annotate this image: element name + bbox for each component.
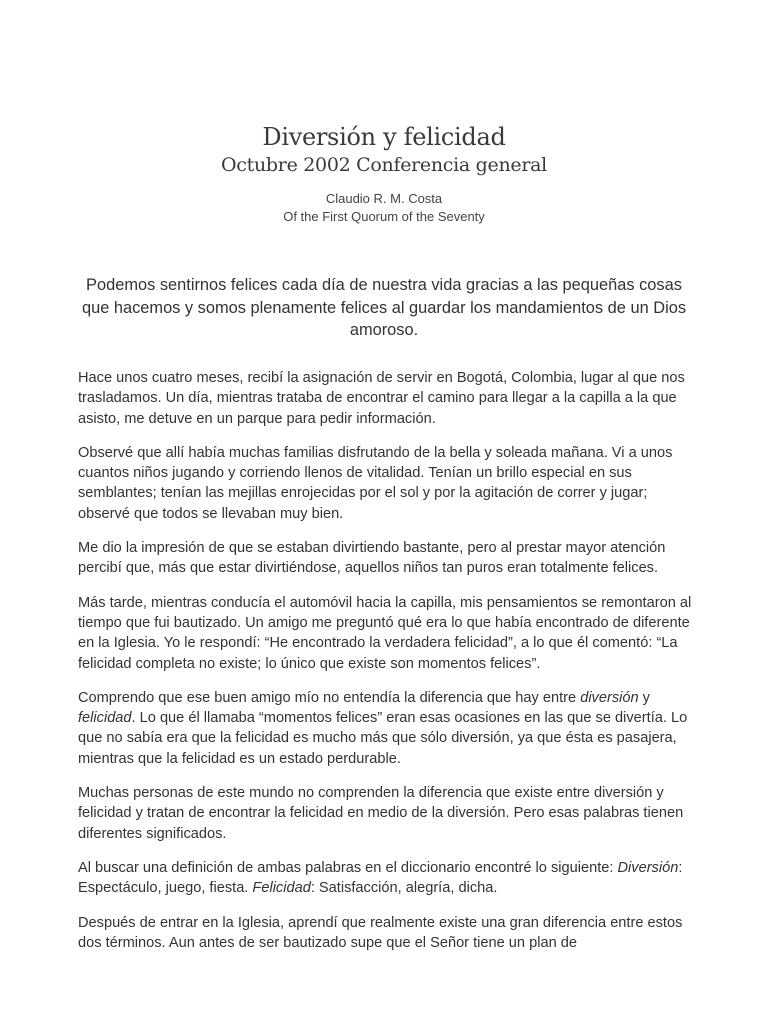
paragraph-5 — [78, 688, 692, 769]
paragraph-2: Observé que allí había muchas familias disfrutando de la bella y soleada mañana. Vi a unos cuantos niños jugando y corriendo llenos de vitalidad. Tenían un brillo especial en sus semblantes; tenían las mejillas enrojecidas por el sol y por la agitación de correr y jugar; observé que todos se llevaban muy bien. — [78, 444, 673, 522]
paragraph-7-text-a: Al buscar una definición de ambas palabras en el diccionario encontré lo siguiente: — [78, 859, 618, 876]
definition-diversion: : Espectáculo, juego, fiesta. — [78, 859, 683, 897]
paragraph-5-text-b: y — [638, 689, 650, 706]
kicker-summary: Podemos sentirnos felices cada día de nuestra vida gracias a las pequeñas cosas que hacemos y somos plenamente felices al guardar los mandamientos de un Dios amoroso. — [81, 276, 687, 339]
paragraph-1: Hace unos cuatro meses, recibí la asignación de servir en Bogotá, Colombia, lugar al que nos trasladamos. Un día, mientras trataba de encontrar el camino para llegar a la capilla a la que asisto, me detuve en un parque para pedir información. — [78, 370, 685, 427]
paragraph-6: Muchas personas de este mundo no comprenden la diferencia que existe entre diversión y felicidad y tratan de encontrar la felicidad en medio de la diversión. Pero esas palabras tienen diferentes significados. — [78, 785, 684, 842]
definition-term-diversion: Diversión — [617, 859, 679, 876]
paragraph-7 — [78, 858, 692, 899]
paragraph-4: Más tarde, mientras conducía el automóvil hacia la capilla, mis pensamientos se remontaron al tiempo que fui bautizado. Un amigo me preguntó qué era lo que había encontrado de diferente en la Iglesia. Yo le respondí: “He encontrado la verdadera felicidad”, a lo que él comentó: “La felicidad completa no existe; lo único que existe son momentos felices”. — [78, 594, 692, 672]
paragraph-3: Me dio la impresión de que se estaban divirtiendo bastante, pero al prestar mayor atención percibí que, más que estar divirtiéndose, aquellos niños tan puros eran totalmente felices. — [78, 540, 666, 577]
paragraph-5-text-c: . Lo que él llamaba “momentos felices” eran esas ocasiones en las que se divertía. Lo que no sabía era que la felicidad es mucho más que sólo diversión, ya que ésta es pasajera, mientras que la felicidad es un estado perdurable. — [78, 710, 688, 767]
term-diversion: diversión — [580, 689, 639, 706]
page-subtitle: Octubre 2002 Conferencia general — [221, 154, 547, 176]
term-felicidad: felicidad — [78, 710, 132, 727]
author-name: Claudio R. M. Costa — [325, 191, 443, 206]
definition-felicidad: : Satisfacción, alegría, dicha. — [310, 880, 498, 897]
author-role: Of the First Quorum of the Seventy — [283, 209, 485, 224]
page-title: Diversión y felicidad — [262, 123, 506, 151]
article-body — [78, 368, 692, 967]
paragraph-5-text-a: Comprendo que ese buen amigo mío no entendía la diferencia que hay entre — [78, 689, 581, 706]
paragraph-8: Después de entrar en la Iglesia, aprendí que realmente existe una gran diferencia entre estos dos términos. Aun antes de ser bautizado supe que el Señor tiene un plan de — [78, 914, 683, 951]
definition-term-felicidad: Felicidad — [252, 880, 311, 897]
